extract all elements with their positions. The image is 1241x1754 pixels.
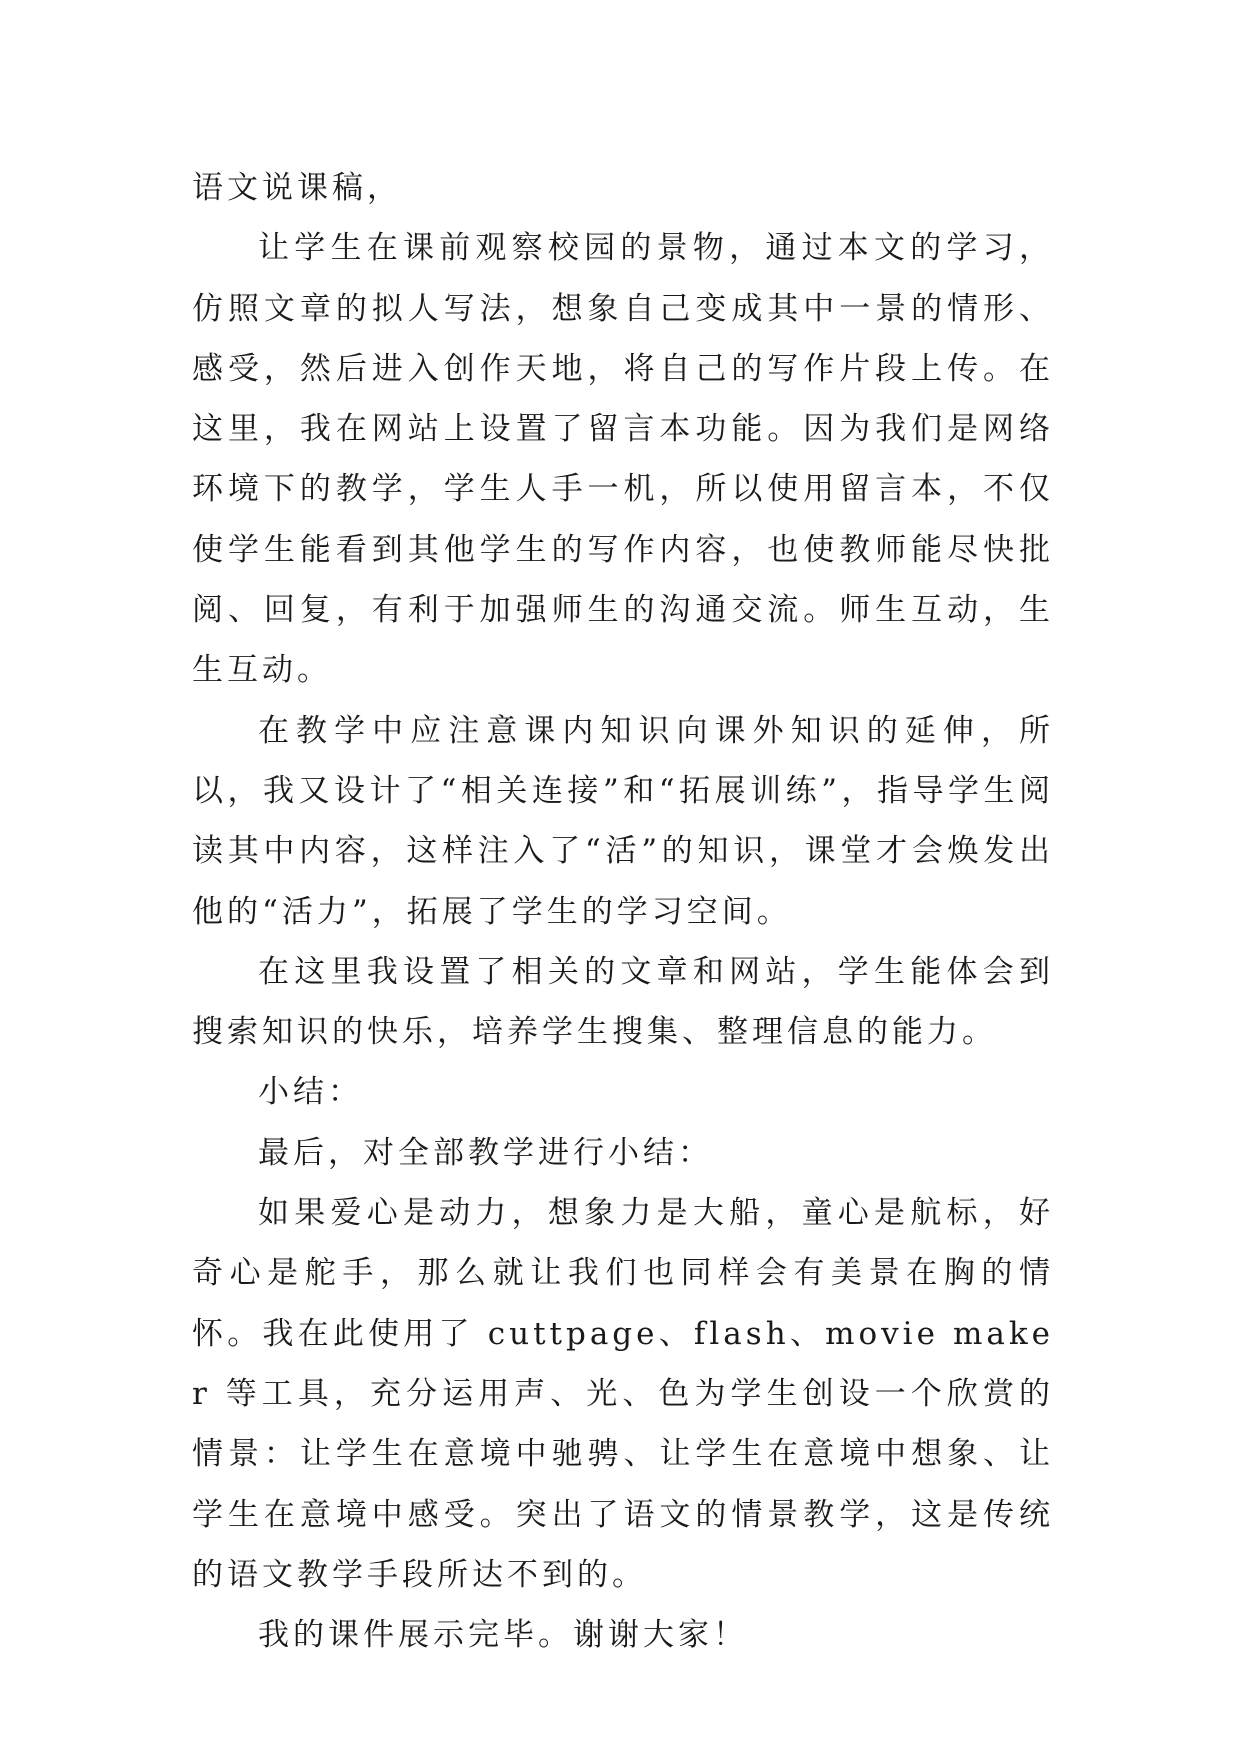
paragraph-extension: 在教学中应注意课内知识向课外知识的延伸，所以，我又设计了“相关连接”和“拓展训练”，指导学生阅读其中内容，这样注入了“活”的知识，课堂才会焕发出他的“活力”，拓展了学生的学习空间。 [192, 712, 1054, 930]
paragraph-summary-intro: 最后，对全部教学进行小结： [258, 1134, 713, 1171]
document-body [192, 158, 1054, 1665]
section-heading-summary: 小结： [258, 1074, 363, 1111]
paragraph-closing: 我的课件展示完毕。谢谢大家！ [258, 1617, 748, 1654]
opening-line: 语文说课稿， [192, 170, 402, 206]
paragraph-related-sites: 在这里我设置了相关的文章和网站，学生能体会到搜索知识的快乐，培养学生搜集、整理信息的能力。 [192, 953, 1054, 1051]
paragraph-creative-writing: 让学生在课前观察校园的景物，通过本文的学习，仿照文章的拟人写法，想象自己变成其中一景的情形、感受，然后进入创作天地，将自己的写作片段上传。在这里，我在网站上设置了留言本功能。因为我们是网络环境下的教学，学生人手一机，所以使用留言本，不仅使学生能看到其他学生的写作内容，也使教师能尽快批阅、回复，有利于加强师生的沟通交流。师生互动，生生互动。 [192, 230, 1054, 689]
paragraph-summary-body: 如果爱心是动力，想象力是大船，童心是航标，好奇心是舵手，那么就让我们也同样会有美景在胸的情怀。我在此使用了 cuttpage、flash、movie maker 等工具，充分运用声、光、色为学生创设一个欣赏的情景：让学生在意境中驰骋、让学生在意境中想象、让学生在意境中感受。突出了语文的情景教学，这是传统的语文教学手段所达不到的。 [192, 1195, 1054, 1593]
